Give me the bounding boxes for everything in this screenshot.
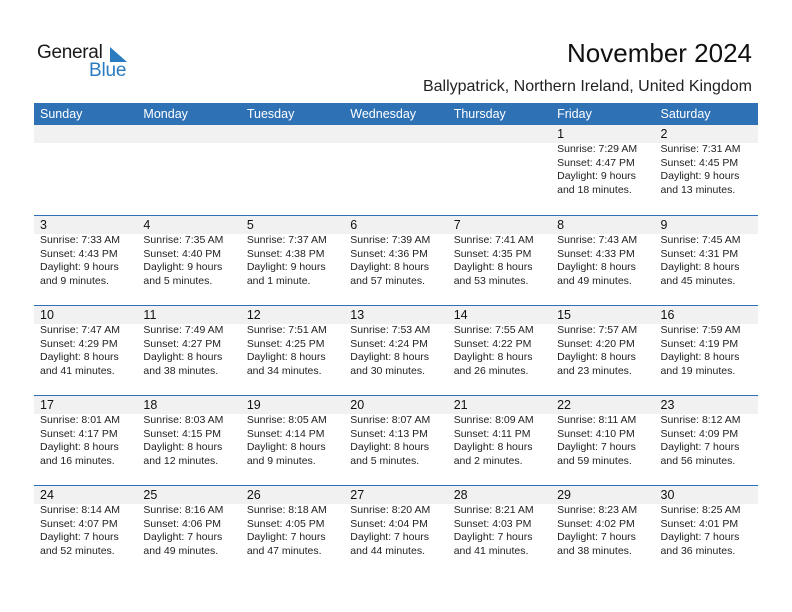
sunset-text: Sunset: 4:22 PM bbox=[453, 337, 532, 350]
daylight1-text: Daylight: 8 hours bbox=[143, 441, 223, 453]
sunset-text: Sunset: 4:35 PM bbox=[453, 247, 532, 260]
sunrise-text: Sunrise: 8:25 AM bbox=[660, 504, 741, 516]
sunset-text: Sunset: 4:19 PM bbox=[660, 337, 739, 350]
daylight1-text: Daylight: 9 hours bbox=[143, 261, 223, 273]
daylight1-text: Daylight: 9 hours bbox=[660, 170, 740, 182]
daylight2-text: and 5 minutes. bbox=[350, 454, 420, 467]
sunset-text: Sunset: 4:07 PM bbox=[40, 517, 118, 530]
day-number: 20 bbox=[350, 398, 365, 412]
daylight1-text: Daylight: 8 hours bbox=[453, 441, 533, 453]
day-number: 3 bbox=[40, 218, 47, 232]
day-number bbox=[350, 125, 447, 143]
sunrise-text: Sunrise: 7:57 AM bbox=[557, 324, 638, 336]
daylight2-text: and 45 minutes. bbox=[660, 274, 736, 287]
daylight2-text: and 19 minutes. bbox=[660, 364, 736, 377]
day-cell bbox=[344, 125, 447, 197]
day-number: 30 bbox=[660, 488, 675, 502]
day-cell bbox=[655, 306, 758, 378]
sunset-text: Sunset: 4:31 PM bbox=[660, 247, 739, 260]
day-number: 18 bbox=[143, 398, 158, 412]
day-cell bbox=[448, 306, 551, 378]
day-cell bbox=[551, 396, 654, 468]
daylight2-text: and 56 minutes. bbox=[660, 454, 736, 467]
weekday-saturday: Saturday bbox=[660, 107, 711, 121]
weekday-sunday: Sunday bbox=[40, 107, 83, 121]
daylight2-text: and 16 minutes. bbox=[40, 454, 115, 467]
weeks-container bbox=[34, 125, 758, 575]
page-title: November 2024 bbox=[567, 38, 752, 68]
daylight1-text: Daylight: 8 hours bbox=[557, 351, 636, 363]
daylight2-text: and 26 minutes. bbox=[453, 364, 529, 377]
day-number: 7 bbox=[453, 218, 461, 232]
day-number: 1 bbox=[557, 127, 565, 141]
daylight2-text: and 38 minutes. bbox=[143, 364, 219, 377]
daylight2-text: and 1 minute. bbox=[246, 274, 311, 287]
sunset-text: Sunset: 4:14 PM bbox=[246, 427, 325, 440]
sunset-text: Sunset: 4:01 PM bbox=[660, 517, 739, 530]
day-cell bbox=[241, 216, 344, 288]
week-row bbox=[34, 305, 758, 395]
sunset-text: Sunset: 4:03 PM bbox=[453, 517, 532, 530]
logo-text-general: General bbox=[37, 42, 103, 63]
day-number: 29 bbox=[557, 488, 572, 502]
day-number: 17 bbox=[40, 398, 54, 412]
day-cell bbox=[137, 306, 240, 378]
sunrise-text: Sunrise: 8:07 AM bbox=[350, 414, 431, 426]
day-number: 8 bbox=[557, 218, 565, 232]
daylight1-text: Daylight: 8 hours bbox=[350, 441, 430, 453]
daylight2-text: and 44 minutes. bbox=[350, 544, 425, 557]
sunset-text: Sunset: 4:36 PM bbox=[350, 247, 428, 260]
daylight2-text: and 52 minutes. bbox=[40, 544, 115, 557]
sunset-text: Sunset: 4:24 PM bbox=[350, 337, 428, 350]
sunrise-text: Sunrise: 8:20 AM bbox=[350, 504, 431, 516]
day-number bbox=[454, 125, 551, 143]
sunrise-text: Sunrise: 8:11 AM bbox=[557, 414, 637, 426]
sunrise-text: Sunrise: 7:45 AM bbox=[660, 234, 741, 246]
sunset-text: Sunset: 4:02 PM bbox=[557, 517, 635, 530]
day-cell bbox=[551, 125, 654, 197]
sunset-text: Sunset: 4:25 PM bbox=[246, 337, 325, 350]
day-number: 23 bbox=[660, 398, 675, 412]
sunrise-text: Sunrise: 8:12 AM bbox=[660, 414, 741, 426]
weekday-header-row bbox=[34, 103, 758, 125]
day-number: 14 bbox=[453, 308, 468, 322]
sunrise-text: Sunrise: 8:18 AM bbox=[246, 504, 327, 516]
day-number: 10 bbox=[40, 308, 54, 322]
daylight1-text: Daylight: 7 hours bbox=[557, 441, 636, 453]
daylight2-text: and 49 minutes. bbox=[143, 544, 219, 557]
day-cell bbox=[137, 216, 240, 288]
day-cell bbox=[344, 486, 447, 558]
daylight1-text: Daylight: 8 hours bbox=[557, 261, 636, 273]
day-number: 28 bbox=[453, 488, 468, 502]
sunrise-text: Sunrise: 7:47 AM bbox=[40, 324, 120, 336]
daylight2-text: and 23 minutes. bbox=[557, 364, 632, 377]
sunrise-text: Sunrise: 8:03 AM bbox=[143, 414, 224, 426]
day-cell bbox=[241, 125, 344, 197]
daylight2-text: and 57 minutes. bbox=[350, 274, 425, 287]
sunrise-text: Sunrise: 7:51 AM bbox=[246, 324, 327, 336]
day-cell bbox=[655, 216, 758, 288]
daylight2-text: and 2 minutes. bbox=[453, 454, 523, 467]
daylight1-text: Daylight: 8 hours bbox=[453, 261, 533, 273]
daylight1-text: Daylight: 8 hours bbox=[246, 351, 326, 363]
sunrise-text: Sunrise: 8:21 AM bbox=[453, 504, 534, 516]
daylight1-text: Daylight: 8 hours bbox=[350, 261, 430, 273]
daylight2-text: and 59 minutes. bbox=[557, 454, 632, 467]
sunset-text: Sunset: 4:20 PM bbox=[557, 337, 635, 350]
daylight2-text: and 41 minutes. bbox=[453, 544, 529, 557]
day-cell bbox=[34, 125, 137, 197]
sunrise-text: Sunrise: 8:23 AM bbox=[557, 504, 638, 516]
week-row bbox=[34, 485, 758, 575]
daylight2-text: and 9 minutes. bbox=[246, 454, 316, 467]
week-days bbox=[34, 306, 758, 378]
day-cell bbox=[551, 216, 654, 288]
daylight1-text: Daylight: 7 hours bbox=[660, 531, 740, 543]
day-number bbox=[247, 125, 344, 143]
day-number: 4 bbox=[143, 218, 151, 232]
day-cell bbox=[448, 486, 551, 558]
daylight1-text: Daylight: 7 hours bbox=[40, 531, 119, 543]
daylight1-text: Daylight: 8 hours bbox=[660, 351, 740, 363]
week-days bbox=[34, 125, 758, 197]
sunset-text: Sunset: 4:47 PM bbox=[557, 156, 635, 169]
daylight1-text: Daylight: 7 hours bbox=[350, 531, 430, 543]
weekday-thursday: Thursday bbox=[453, 107, 506, 121]
daylight2-text: and 12 minutes. bbox=[143, 454, 219, 467]
day-number: 19 bbox=[246, 398, 261, 412]
sunrise-text: Sunrise: 7:37 AM bbox=[246, 234, 327, 246]
sunrise-text: Sunrise: 8:09 AM bbox=[453, 414, 534, 426]
daylight2-text: and 5 minutes. bbox=[143, 274, 213, 287]
sunrise-text: Sunrise: 7:53 AM bbox=[350, 324, 431, 336]
calendar-grid bbox=[34, 103, 758, 575]
week-days bbox=[34, 486, 758, 558]
day-cell bbox=[137, 396, 240, 468]
day-number: 6 bbox=[350, 218, 358, 232]
sunrise-text: Sunrise: 7:29 AM bbox=[557, 143, 638, 155]
day-number: 21 bbox=[453, 398, 468, 412]
day-cell bbox=[448, 125, 551, 197]
day-cell bbox=[241, 396, 344, 468]
daylight1-text: Daylight: 7 hours bbox=[246, 531, 326, 543]
day-cell bbox=[655, 486, 758, 558]
day-number: 12 bbox=[246, 308, 261, 322]
day-number bbox=[40, 125, 137, 143]
sunset-text: Sunset: 4:10 PM bbox=[557, 427, 635, 440]
day-cell bbox=[344, 306, 447, 378]
day-cell bbox=[34, 396, 137, 468]
daylight1-text: Daylight: 8 hours bbox=[246, 441, 326, 453]
daylight1-text: Daylight: 7 hours bbox=[453, 531, 533, 543]
sunrise-text: Sunrise: 7:39 AM bbox=[350, 234, 431, 246]
day-number: 25 bbox=[143, 488, 158, 502]
logo bbox=[37, 42, 137, 82]
sunrise-text: Sunrise: 7:43 AM bbox=[557, 234, 638, 246]
daylight2-text: and 47 minutes. bbox=[246, 544, 322, 557]
day-cell bbox=[137, 125, 240, 197]
sunset-text: Sunset: 4:11 PM bbox=[453, 427, 531, 440]
sunrise-text: Sunrise: 7:35 AM bbox=[143, 234, 224, 246]
daylight1-text: Daylight: 8 hours bbox=[143, 351, 223, 363]
daylight1-text: Daylight: 8 hours bbox=[40, 441, 119, 453]
sunrise-text: Sunrise: 8:01 AM bbox=[40, 414, 120, 426]
daylight2-text: and 34 minutes. bbox=[246, 364, 322, 377]
daylight1-text: Daylight: 9 hours bbox=[246, 261, 326, 273]
sunset-text: Sunset: 4:33 PM bbox=[557, 247, 635, 260]
sunset-text: Sunset: 4:40 PM bbox=[143, 247, 222, 260]
sunset-text: Sunset: 4:13 PM bbox=[350, 427, 428, 440]
daylight2-text: and 53 minutes. bbox=[453, 274, 529, 287]
day-cell bbox=[137, 486, 240, 558]
day-number: 15 bbox=[557, 308, 572, 322]
sunrise-text: Sunrise: 7:31 AM bbox=[660, 143, 741, 155]
day-number: 16 bbox=[660, 308, 675, 322]
daylight2-text: and 13 minutes. bbox=[660, 183, 736, 196]
sunset-text: Sunset: 4:06 PM bbox=[143, 517, 222, 530]
day-number bbox=[143, 125, 240, 143]
day-cell bbox=[448, 396, 551, 468]
sunrise-text: Sunrise: 7:49 AM bbox=[143, 324, 224, 336]
daylight2-text: and 9 minutes. bbox=[40, 274, 109, 287]
daylight2-text: and 30 minutes. bbox=[350, 364, 425, 377]
sunset-text: Sunset: 4:43 PM bbox=[40, 247, 118, 260]
weekday-wednesday: Wednesday bbox=[350, 107, 417, 121]
sunrise-text: Sunrise: 7:33 AM bbox=[40, 234, 120, 246]
sunset-text: Sunset: 4:27 PM bbox=[143, 337, 222, 350]
daylight2-text: and 49 minutes. bbox=[557, 274, 632, 287]
sunset-text: Sunset: 4:38 PM bbox=[246, 247, 325, 260]
daylight1-text: Daylight: 7 hours bbox=[660, 441, 740, 453]
day-number: 26 bbox=[246, 488, 261, 502]
week-row bbox=[34, 125, 758, 215]
day-cell bbox=[34, 486, 137, 558]
day-number: 27 bbox=[350, 488, 365, 502]
daylight1-text: Daylight: 7 hours bbox=[143, 531, 223, 543]
logo-text-blue: Blue bbox=[89, 60, 127, 81]
day-cell bbox=[241, 306, 344, 378]
sunset-text: Sunset: 4:05 PM bbox=[246, 517, 325, 530]
location-subtitle: Ballypatrick, Northern Ireland, United Kingdom bbox=[422, 78, 752, 95]
day-cell bbox=[448, 216, 551, 288]
sunset-text: Sunset: 4:45 PM bbox=[660, 156, 739, 169]
sunset-text: Sunset: 4:04 PM bbox=[350, 517, 428, 530]
week-days bbox=[34, 396, 758, 468]
daylight2-text: and 36 minutes. bbox=[660, 544, 736, 557]
daylight1-text: Daylight: 7 hours bbox=[557, 531, 636, 543]
day-cell bbox=[655, 396, 758, 468]
weekday-tuesday: Tuesday bbox=[246, 107, 295, 121]
week-row bbox=[34, 215, 758, 305]
day-cell bbox=[344, 396, 447, 468]
sunset-text: Sunset: 4:15 PM bbox=[143, 427, 222, 440]
day-cell bbox=[344, 216, 447, 288]
daylight1-text: Daylight: 8 hours bbox=[350, 351, 430, 363]
daylight1-text: Daylight: 8 hours bbox=[40, 351, 119, 363]
day-number: 2 bbox=[660, 127, 668, 141]
sunrise-text: Sunrise: 7:59 AM bbox=[660, 324, 741, 336]
daylight1-text: Daylight: 9 hours bbox=[40, 261, 119, 273]
sunset-text: Sunset: 4:17 PM bbox=[40, 427, 118, 440]
day-cell bbox=[34, 216, 137, 288]
day-cell bbox=[551, 306, 654, 378]
day-number: 5 bbox=[246, 218, 254, 232]
day-number: 11 bbox=[143, 308, 157, 322]
sunrise-text: Sunrise: 8:05 AM bbox=[246, 414, 327, 426]
week-row bbox=[34, 395, 758, 485]
day-cell bbox=[551, 486, 654, 558]
daylight1-text: Daylight: 8 hours bbox=[660, 261, 740, 273]
weekday-friday: Friday bbox=[557, 107, 592, 121]
daylight2-text: and 38 minutes. bbox=[557, 544, 632, 557]
sunrise-text: Sunrise: 7:41 AM bbox=[453, 234, 534, 246]
daylight1-text: Daylight: 9 hours bbox=[557, 170, 636, 182]
day-cell bbox=[241, 486, 344, 558]
daylight2-text: and 41 minutes. bbox=[40, 364, 115, 377]
day-number: 24 bbox=[40, 488, 54, 502]
week-days bbox=[34, 216, 758, 288]
day-cell bbox=[34, 306, 137, 378]
day-cell bbox=[655, 125, 758, 197]
sunset-text: Sunset: 4:09 PM bbox=[660, 427, 739, 440]
sunrise-text: Sunrise: 8:16 AM bbox=[143, 504, 224, 516]
day-number: 13 bbox=[350, 308, 365, 322]
day-number: 9 bbox=[660, 218, 668, 232]
sunset-text: Sunset: 4:29 PM bbox=[40, 337, 118, 350]
weekday-monday: Monday bbox=[143, 107, 188, 121]
daylight2-text: and 18 minutes. bbox=[557, 183, 632, 196]
day-number: 22 bbox=[557, 398, 572, 412]
sunrise-text: Sunrise: 7:55 AM bbox=[453, 324, 534, 336]
daylight1-text: Daylight: 8 hours bbox=[453, 351, 533, 363]
sunrise-text: Sunrise: 8:14 AM bbox=[40, 504, 120, 516]
